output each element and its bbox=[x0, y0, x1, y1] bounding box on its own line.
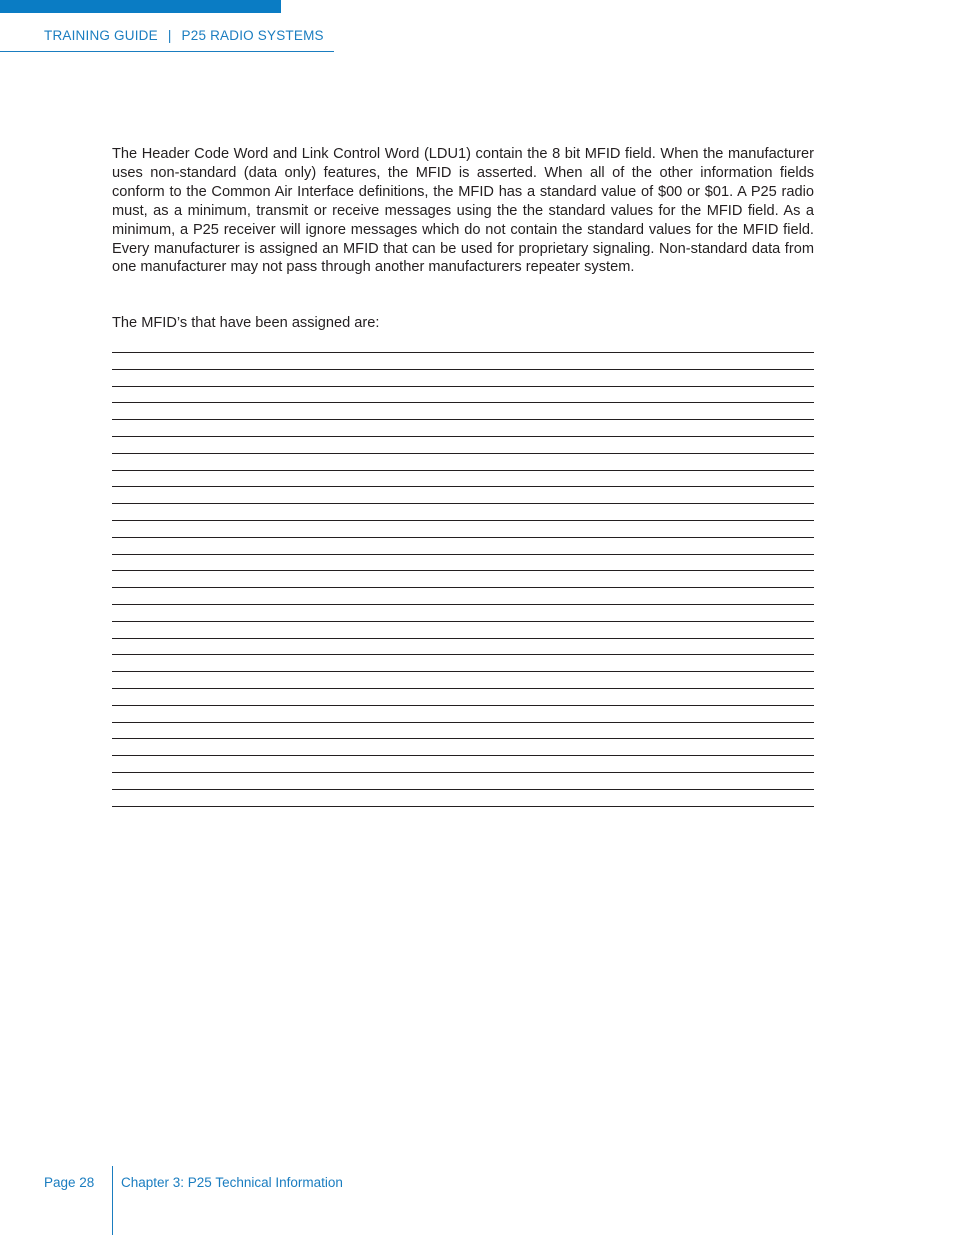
blank-line bbox=[112, 369, 814, 370]
blank-line bbox=[112, 486, 814, 487]
header-rule bbox=[0, 51, 334, 52]
blank-line bbox=[112, 621, 814, 622]
blank-line bbox=[112, 688, 814, 689]
blank-line bbox=[112, 570, 814, 571]
blank-line bbox=[112, 419, 814, 420]
blank-line bbox=[112, 554, 814, 555]
blank-line bbox=[112, 722, 814, 723]
blank-line bbox=[112, 671, 814, 672]
assigned-mfid-label: The MFID’s that have been assigned are: bbox=[112, 315, 380, 331]
running-header bbox=[44, 28, 324, 43]
blank-line bbox=[112, 654, 814, 655]
blank-line bbox=[112, 587, 814, 588]
footer-divider bbox=[112, 1166, 113, 1235]
blank-line bbox=[112, 806, 814, 807]
header-accent-bar bbox=[0, 0, 281, 13]
blank-line bbox=[112, 789, 814, 790]
blank-line bbox=[112, 705, 814, 706]
blank-line bbox=[112, 436, 814, 437]
blank-line bbox=[112, 386, 814, 387]
section-label: P25 RADIO SYSTEMS bbox=[181, 28, 324, 43]
blank-line bbox=[112, 503, 814, 504]
blank-line bbox=[112, 352, 814, 353]
page-number: Page 28 bbox=[44, 1175, 95, 1190]
blank-line bbox=[112, 453, 814, 454]
header-separator: | bbox=[167, 28, 172, 43]
chapter-title: Chapter 3: P25 Technical Information bbox=[121, 1175, 343, 1190]
blank-line bbox=[112, 772, 814, 773]
blank-line bbox=[112, 402, 814, 403]
blank-line bbox=[112, 520, 814, 521]
blank-line bbox=[112, 537, 814, 538]
blank-line bbox=[112, 738, 814, 739]
body-paragraph: The Header Code Word and Link Control Word (LDU1) contain the 8 bit MFID field. When the manufacturer uses non-standard (data only) features, the MFID is asserted. When all of the other information fields conform to the Common Air Interface definitions, the MFID has a standard value of $00 or $01. A P25 radio must, as a minimum, transmit or receive messages using the the standard values for the MFID field. As a minimum, a P25 receiver will ignore messages which do not contain the standard values for the MFID field. Every manufacturer is assigned an MFID that can be used for proprietary signaling. Non-standard data from one manufacturer may not pass through another manufacturers repeater system. bbox=[112, 146, 814, 276]
blank-line bbox=[112, 604, 814, 605]
blank-line bbox=[112, 755, 814, 756]
blank-line bbox=[112, 470, 814, 471]
guide-label: TRAINING GUIDE bbox=[44, 28, 158, 43]
blank-line bbox=[112, 638, 814, 639]
